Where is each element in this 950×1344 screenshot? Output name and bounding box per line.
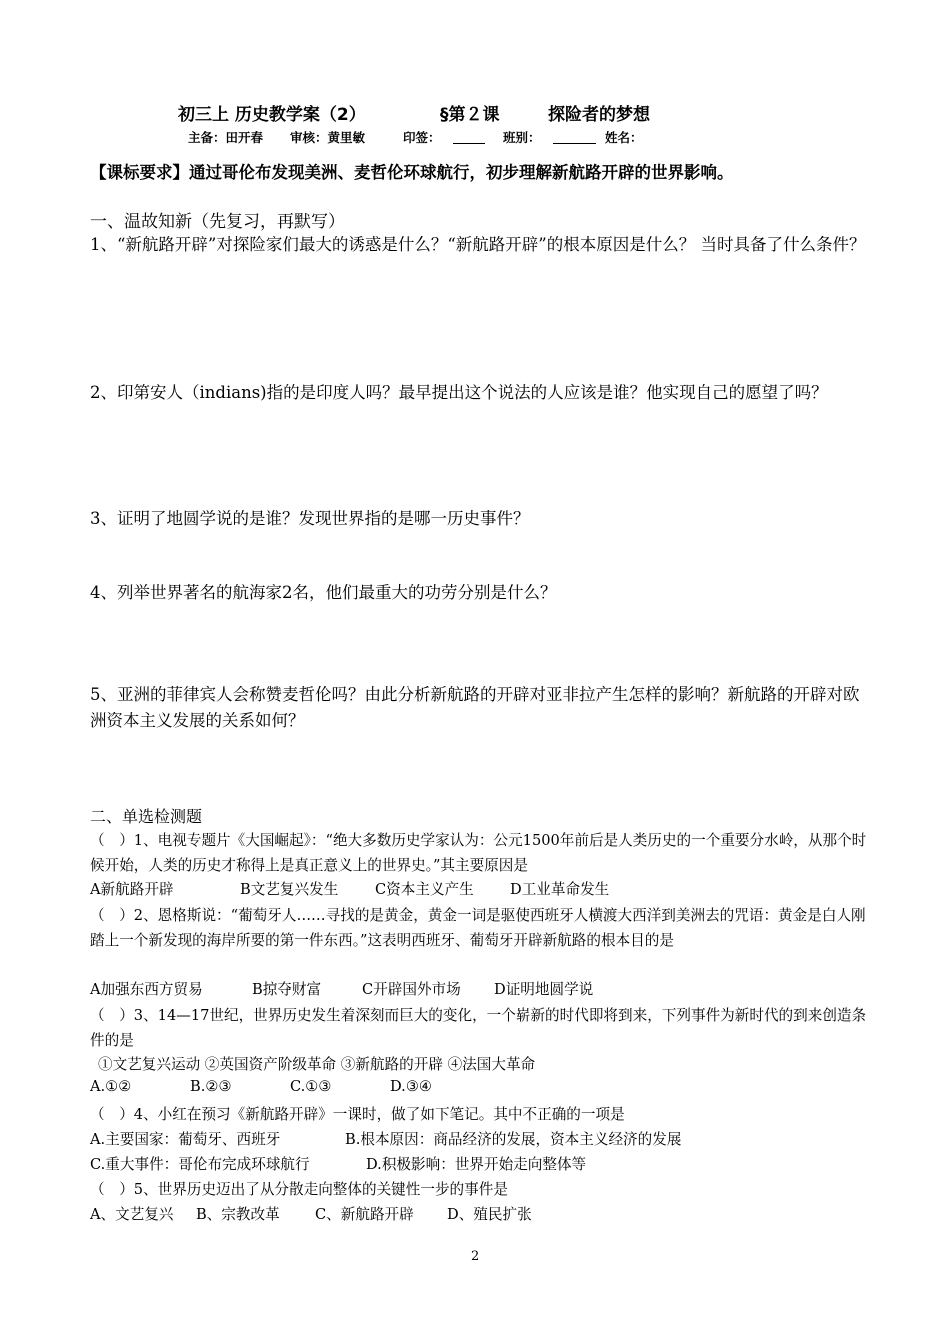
option-b: B.根本原因：商品经济的发展，资本主义经济的发展 <box>345 1131 682 1148</box>
option-c: C开辟国外市场 <box>362 981 461 998</box>
review-question-5: 5、亚洲的菲律宾人会称赞麦哲伦吗？由此分析新航路的开辟对亚非拉产生怎样的影响？新航路的开辟对欧洲资本主义发展的关系如何？ <box>90 685 860 730</box>
option-a: A.①② <box>90 1078 132 1095</box>
mc-q3-items: ①文艺复兴运动 ②英国资产阶级革命 ③新航路的开辟 ④法国大革命 <box>98 1056 536 1073</box>
option-a: A.主要国家：葡萄牙、西班牙 <box>90 1131 281 1148</box>
option-c: C资本主义产生 <box>375 881 474 898</box>
mc-q4-options-row2 <box>90 1153 586 1174</box>
page-title: 初三上 历史教学案（2） <box>178 105 366 125</box>
mc-q2-options <box>90 978 593 999</box>
option-d: D工业革命发生 <box>510 881 610 898</box>
option-c: C、新航路开辟 <box>315 1206 414 1223</box>
lesson-topic: 探险者的梦想 <box>548 105 650 125</box>
seal-blank[interactable] <box>453 143 485 144</box>
option-d: D.积极影响：世界开始走向整体等 <box>366 1156 587 1173</box>
option-d: D证明地圆学说 <box>494 981 594 998</box>
option-a: A加强东西方贸易 <box>90 981 203 998</box>
class-label: 班别： <box>503 130 541 145</box>
name-label: 姓名： <box>605 130 643 145</box>
option-c: C.①③ <box>290 1078 332 1095</box>
mc-question-2: （ ）2、恩格斯说：“葡萄牙人……寻找的是黄金，黄金一词是驱使西班牙人横渡大西洋到美洲去的咒语：黄金是白人刚踏上一个新发现的海岸所要的第一件东西。”这表明西班牙、葡萄牙开辟新航路的根本目的是 <box>90 907 866 949</box>
mc-question-4: （ ）4、小红在预习《新航路开辟》一课时，做了如下笔记。其中不正确的一项是 <box>90 1106 625 1123</box>
option-b: B文艺复兴发生 <box>240 881 339 898</box>
option-b: B.②③ <box>190 1078 232 1095</box>
page-number: 2 <box>471 1249 480 1264</box>
review-question-2: 2、印第安人（indians)指的是印度人吗？最早提出这个说法的人应该是谁？他实现自己的愿望了吗？ <box>90 383 828 402</box>
option-a: A、文艺复兴 <box>90 1206 174 1223</box>
option-a: A新航路开辟 <box>90 881 174 898</box>
option-b: B、宗教改革 <box>196 1206 280 1223</box>
option-d: D.③④ <box>390 1078 432 1095</box>
class-blank[interactable] <box>553 143 596 144</box>
option-b: B掠夺财富 <box>252 981 322 998</box>
section2-heading: 二、单选检测题 <box>90 807 203 826</box>
lesson-number: §第２课 <box>440 105 500 125</box>
seal-label: 印签： <box>403 130 441 145</box>
mc-q1-options <box>90 878 609 899</box>
reviewed-by: 审核：黄里敏 <box>290 130 366 145</box>
review-question-3: 3、证明了地圆学说的是谁？发现世界指的是哪一历史事件？ <box>90 509 530 528</box>
mc-q5-options <box>90 1203 532 1224</box>
mc-question-3: （ ）3、14—17世纪，世界历史发生着深刻而巨大的变化，一个崭新的时代即将到来，下列事件为新时代的到来创造条件的是 <box>90 1007 867 1049</box>
option-c: C.重大事件：哥伦布完成环球航行 <box>90 1156 310 1173</box>
mc-question-1: （ ）1、电视专题片《大国崛起》：“绝大多数历史学家认为：公元1500年前后是人类历史的一个重要分水岭，从那个时候开始，人类的历史才称得上是真正意义上的世界史。”其主要原因是 <box>90 832 867 874</box>
review-question-1: 1、“新航路开辟”对探险家们最大的诱惑是什么？“新航路开辟”的根本原因是什么？ 当时具备了什么条件？ <box>90 235 866 254</box>
review-question-4: 4、列举世界著名的航海家2名，他们最重大的功劳分别是什么？ <box>90 583 557 602</box>
section1-heading: 一、温故知新（先复习，再默写） <box>90 212 345 232</box>
mc-q3-options <box>90 1078 432 1095</box>
curriculum-standard: 【课标要求】通过哥伦布发现美洲、麦哲伦环球航行，初步理解新航路开辟的世界影响。 <box>90 163 734 182</box>
option-d: D、殖民扩张 <box>447 1206 532 1223</box>
mc-q4-options-row1 <box>90 1128 681 1149</box>
mc-question-5: （ ）5、世界历史迈出了从分散走向整体的关键性一步的事件是 <box>90 1181 508 1198</box>
prepared-by: 主备：田开春 <box>188 130 264 145</box>
